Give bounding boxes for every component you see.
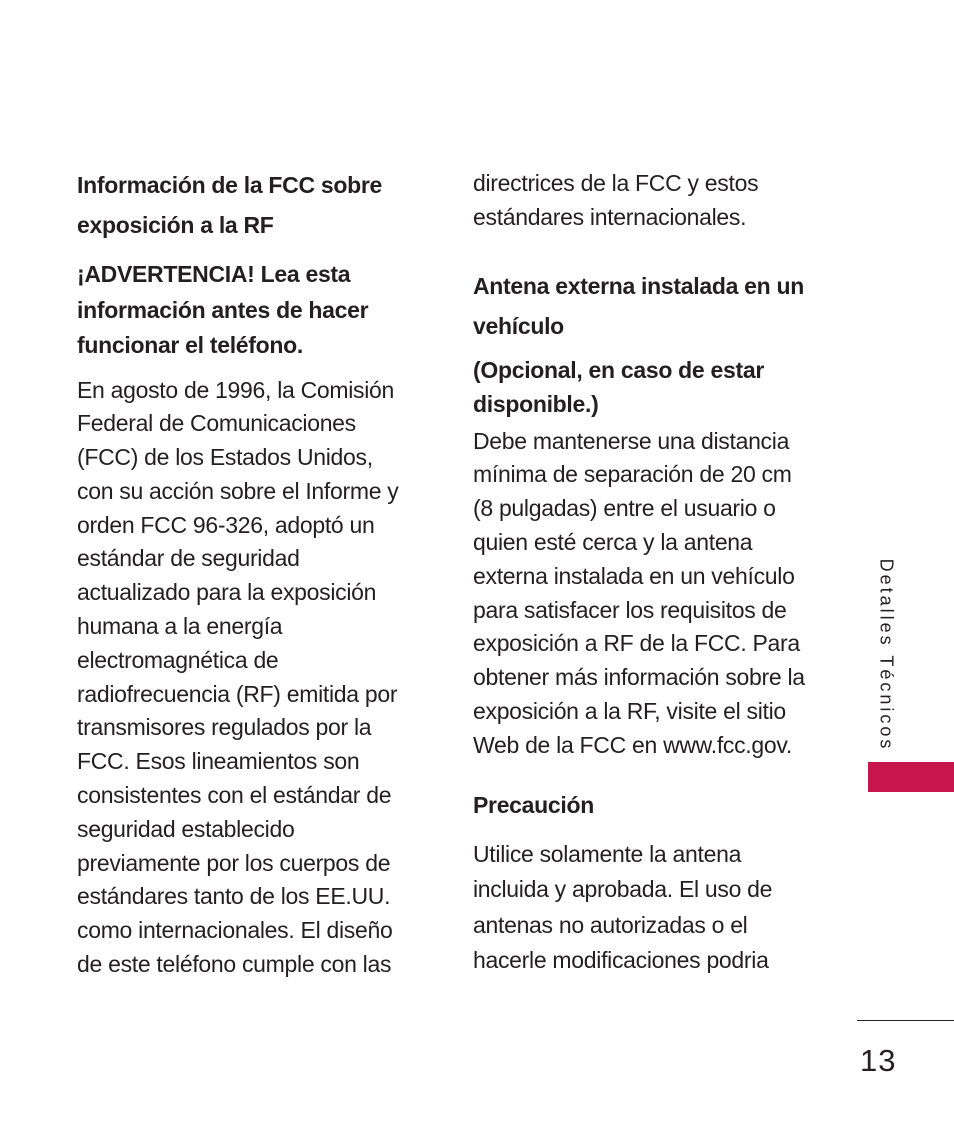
continuation-paragraph [473, 167, 833, 235]
text-line: estándar de seguridad [77, 545, 300, 572]
text-line: exposición a la RF, visite el sitio [473, 697, 786, 724]
text-line: estándares tanto de los EE.UU. [77, 883, 391, 910]
right-column [473, 165, 833, 979]
text-line: Web de la FCC en www.fcc.gov. [473, 731, 792, 758]
text-line: seguridad establecido [77, 815, 295, 842]
text-line: quien esté cerca y la antena [473, 528, 753, 555]
fcc-paragraph [77, 374, 427, 982]
text-line: Federal de Comunicaciones [77, 410, 356, 437]
text-line: externa instalada en un vehículo [473, 562, 795, 589]
optional-note [473, 353, 833, 421]
text-line: FCC. Esos lineamientos son [77, 748, 360, 775]
text-line: antenas no autorizadas o el [473, 911, 748, 938]
text-line: radiofrecuencia (RF) emitida por [77, 680, 398, 707]
text-line: actualizado para la exposición [77, 579, 377, 606]
section-side-label: Detalles Técnicos [876, 558, 897, 752]
footer-divider [857, 1020, 954, 1021]
note-line: disponible.) [473, 390, 599, 417]
text-line: estándares internacionales. [473, 203, 747, 230]
warning-text [77, 257, 427, 364]
text-line: (8 pulgadas) entre el usuario o [473, 495, 776, 522]
heading-line: exposición a la RF [77, 212, 274, 238]
text-line: directrices de la FCC y estos [473, 170, 759, 196]
warning-line: funcionar el teléfono. [77, 332, 303, 358]
text-line: con su acción sobre el Informe y [77, 477, 399, 504]
text-line: como internacionales. El diseño [77, 917, 393, 944]
text-line: de este teléfono cumple con las [77, 951, 392, 978]
antenna-paragraph [473, 425, 833, 763]
heading-line: Antena externa instalada en un [473, 272, 804, 299]
antenna-heading [473, 266, 833, 346]
text-line: (FCC) de los Estados Unidos, [77, 444, 373, 471]
text-line: Debe mantenerse una distancia [473, 427, 790, 454]
note-line: (Opcional, en caso de estar [473, 356, 765, 383]
heading-line: Información de la FCC sobre [77, 172, 383, 198]
fcc-rf-heading [77, 165, 427, 245]
text-line: orden FCC 96-326, adoptó un [77, 511, 375, 538]
warning-line: información antes de hacer [77, 296, 369, 323]
text-line: humana a la energía [77, 613, 283, 640]
text-line: para satisfacer los requisitos de [473, 596, 787, 623]
left-column [77, 165, 427, 982]
caution-heading: Precaución [473, 791, 594, 818]
text-line: mínima de separación de 20 cm [473, 461, 792, 488]
text-line: previamente por los cuerpos de [77, 849, 391, 876]
text-line: transmisores regulados por la [77, 714, 372, 741]
caution-paragraph [473, 837, 833, 979]
text-line: obtener más información sobre la [473, 664, 805, 691]
text-line: hacerle modificaciones podria [473, 947, 769, 974]
heading-line: vehículo [473, 312, 564, 339]
text-line: electromagnética de [77, 646, 279, 673]
text-line: consistentes con el estándar de [77, 782, 392, 809]
text-line: En agosto de 1996, la Comisión [77, 376, 395, 403]
text-line: exposición a RF de la FCC. Para [473, 630, 800, 657]
text-line: Utilice solamente la antena [473, 840, 742, 867]
section-tab-marker [868, 762, 954, 792]
warning-line: ¡ADVERTENCIA! Lea esta [77, 261, 351, 287]
page-number: 13 [860, 1043, 897, 1078]
text-line: incluida y aprobada. El uso de [473, 876, 773, 903]
